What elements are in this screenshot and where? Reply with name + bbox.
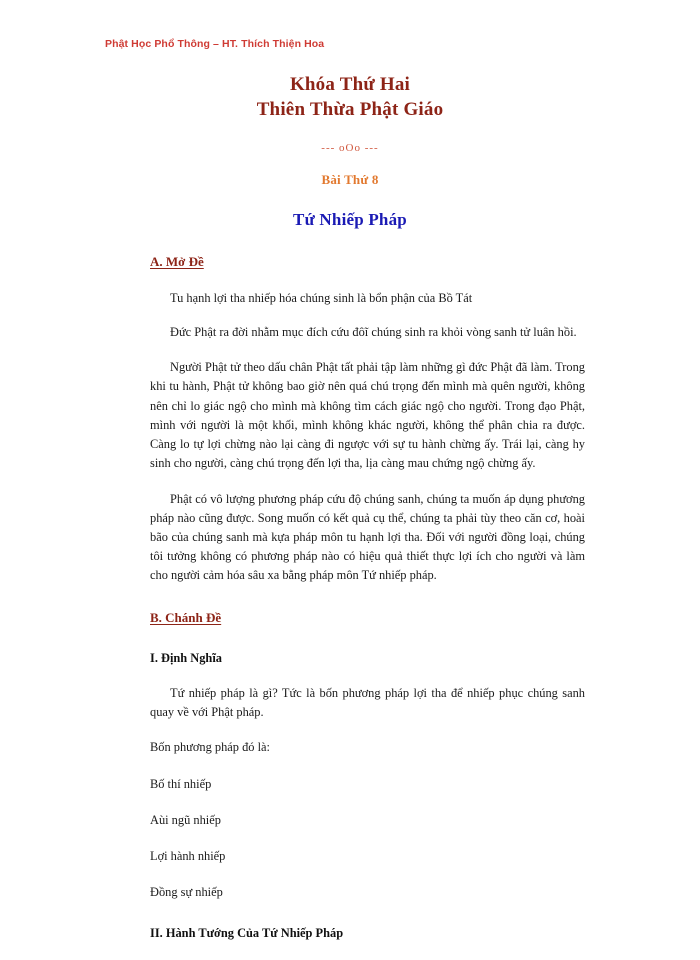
lesson-title: Tứ Nhiếp Pháp: [293, 209, 407, 229]
section-a-paragraph-2: Đức Phật ra đời nhằm mục đích cứu đôĩ chúng sinh ra khỏi vòng sanh tử luân hồi.: [170, 324, 577, 339]
subsection-2-heading-wrap: [150, 924, 585, 943]
list-item: Aùi ngũ nhiếp: [150, 812, 221, 827]
list-intro: Bốn phương pháp đó là:: [150, 740, 270, 755]
section-a-paragraph-1: Tu hạnh lợi tha nhiếp hóa chúng sinh là bổn phận của Bồ Tát: [170, 290, 473, 305]
document-body: [150, 252, 585, 943]
section-b-heading: B. Chánh Đề: [150, 609, 222, 625]
lesson-number: Bài Thứ 8: [321, 171, 379, 187]
main-title-line-2: Thiên Thừa Phật Giáo: [256, 99, 444, 121]
list-item: Lợi hành nhiếp: [150, 849, 226, 864]
section-a-paragraph-4: Phật có vô lượng phương pháp cứu độ chúng sanh, chúng ta muốn áp dụng phương pháp nào cũng được. Song muốn có kết quả cụ thể, chúng ta phải tùy theo căn cơ, hoài bão của chúng sanh mà kựa pháp môn tu hạnh lợi tha. Đối với người đồng loại, chúng tôi tưởng không có phương pháp nào có hiệu quả thiết thực lợi ích cho người và làm cho người cảm hóa sâu xa bằng pháp môn Tứ nhiếp pháp.: [150, 491, 585, 583]
title-block: [0, 72, 700, 230]
subsection-2-heading: II. Hành Tướng Của Tứ Nhiếp Pháp: [150, 925, 344, 940]
section-a-paragraph-3: Người Phật tử theo dấu chân Phật tất phải tập làm những gì đức Phật đã làm. Trong khi tu hành, Phật tử không bao giờ nên quá chú trọng đến mình mà quên người, không nên chỉ lo giác ngộ cho mình mà không tìm cách giác ngộ cho người. Trong đạo Phật, mình với người là một khối, mình không khác người, không thể phân chia ra được. Càng lo tự lợi chừng nào lại càng đi ngược với sự tu hành chừng ấy. Trái lại, càng hy sinh cho người, càng chú trọng đến lợi tha, lịa càng mau chứng ngộ chừng ấy.: [150, 360, 585, 471]
list-item: Đồng sự nhiếp: [150, 885, 223, 900]
subsection-1-heading-wrap: [150, 649, 585, 668]
section-a-heading: A. Mở Đề: [150, 253, 204, 269]
subsection-1-heading: I. Định Nghĩa: [150, 650, 222, 665]
main-title: [0, 72, 700, 123]
section-a-heading-wrap: [150, 252, 585, 272]
section-b-heading-wrap: [150, 608, 585, 628]
ornament-divider: --- oOo ---: [321, 141, 379, 154]
list-item: Bố thí nhiếp: [150, 776, 212, 791]
running-header: Phật Học Phổ Thông – HT. Thích Thiện Hoa: [105, 38, 325, 50]
main-title-line-1: Khóa Thứ Hai: [289, 74, 411, 95]
subsection-1-paragraph: Tứ nhiếp pháp là gì? Tức là bốn phương pháp lợi tha để nhiếp phục chúng sanh quay về với Phật pháp.: [150, 686, 585, 720]
